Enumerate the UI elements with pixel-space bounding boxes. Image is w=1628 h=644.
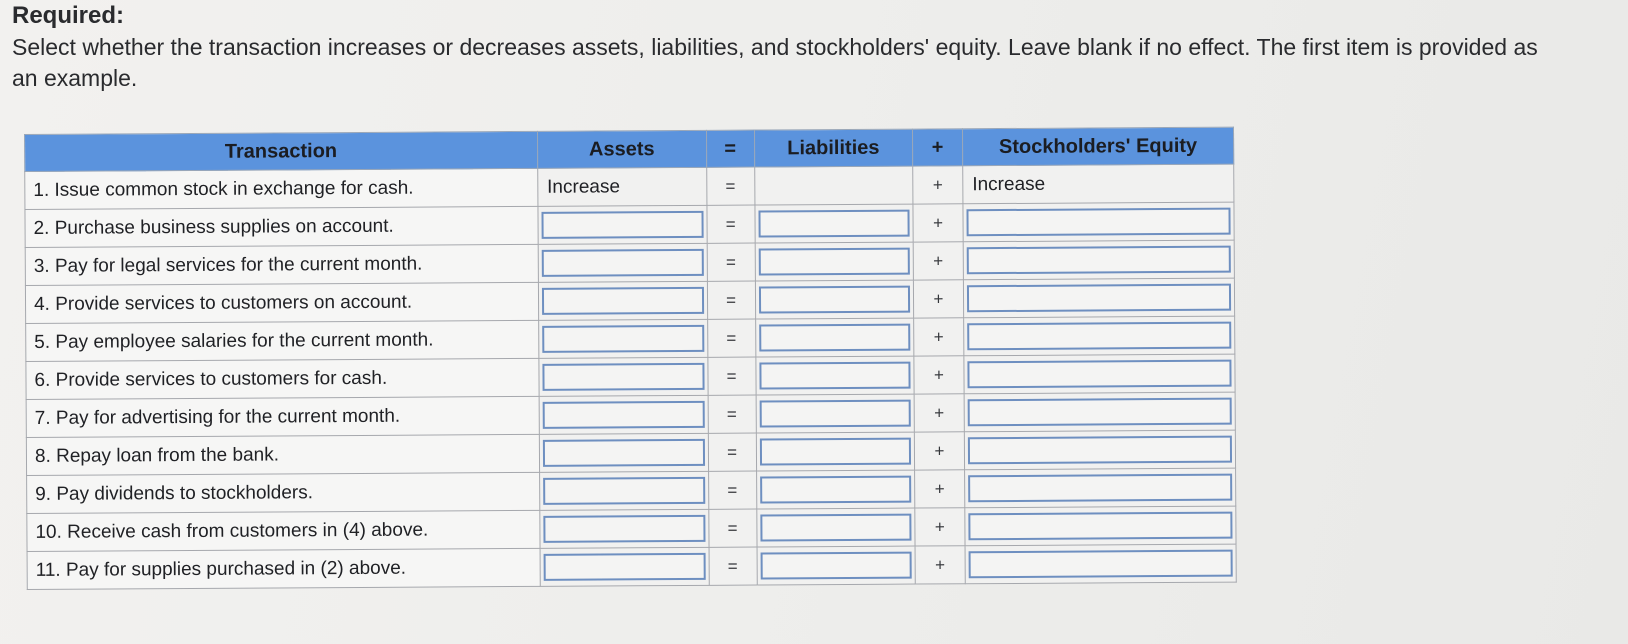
- liabilities-input[interactable]: [758, 286, 910, 314]
- equity-input[interactable]: [967, 284, 1231, 313]
- accounting-equation-table: [24, 127, 1237, 590]
- liabilities-cell: [756, 432, 915, 471]
- liabilities-cell: [754, 204, 913, 243]
- plus-sign: +: [914, 318, 964, 356]
- liabilities-input[interactable]: [759, 324, 911, 352]
- assets-input[interactable]: [543, 439, 705, 467]
- equals-sign: =: [708, 395, 756, 433]
- equity-input[interactable]: [967, 246, 1231, 275]
- assets-input[interactable]: [542, 363, 704, 391]
- assets-cell: [538, 281, 707, 320]
- liabilities-cell: [755, 280, 914, 319]
- transaction-cell: 10. Receive cash from customers in (4) above.: [27, 510, 540, 551]
- liabilities-cell: [756, 508, 915, 547]
- liabilities-input[interactable]: [759, 362, 911, 390]
- assets-cell: [538, 243, 707, 282]
- plus-sign: +: [915, 508, 965, 546]
- plus-sign: +: [915, 546, 965, 584]
- equals-sign: =: [708, 433, 756, 471]
- liabilities-cell: [756, 394, 915, 433]
- plus-sign: +: [913, 166, 963, 204]
- transaction-cell: 5. Pay employee salaries for the current month.: [26, 320, 539, 361]
- header-stockholders-equity: Stockholders' Equity: [962, 127, 1233, 166]
- table-row: [27, 544, 1236, 589]
- transaction-cell: 8. Repay loan from the bank.: [26, 434, 539, 475]
- equals-sign: =: [709, 547, 757, 585]
- equity-cell: [963, 278, 1234, 318]
- header-transaction: Transaction: [25, 131, 538, 171]
- equity-input[interactable]: [968, 436, 1232, 465]
- equals-sign: =: [707, 243, 755, 281]
- assets-cell: [540, 509, 709, 548]
- transaction-cell: 7. Pay for advertising for the current month.: [26, 396, 539, 437]
- assets-input[interactable]: [543, 477, 705, 505]
- plus-sign: +: [913, 242, 963, 280]
- liabilities-cell: [755, 242, 914, 281]
- assets-input[interactable]: [542, 325, 704, 353]
- transaction-cell: 11. Pay for supplies purchased in (2) above.: [27, 548, 540, 589]
- liabilities-input[interactable]: [760, 552, 912, 580]
- assets-cell: [539, 471, 708, 510]
- equity-cell: [965, 544, 1236, 584]
- assets-input[interactable]: [543, 515, 705, 543]
- liabilities-input[interactable]: [760, 514, 912, 542]
- equity-cell: [965, 506, 1236, 546]
- header-plus: +: [912, 129, 962, 166]
- liabilities-input[interactable]: [758, 210, 910, 238]
- plus-sign: +: [915, 470, 965, 508]
- liabilities-input[interactable]: [759, 400, 911, 428]
- equals-sign: =: [708, 471, 756, 509]
- equals-sign: =: [707, 205, 755, 243]
- assets-cell: [538, 167, 707, 206]
- header-assets: Assets: [537, 130, 706, 168]
- assets-cell: [538, 205, 707, 244]
- assets-input[interactable]: [542, 401, 704, 429]
- equals-sign: =: [707, 319, 755, 357]
- equity-input[interactable]: [968, 512, 1232, 541]
- equity-input[interactable]: [967, 360, 1231, 389]
- equity-input[interactable]: [968, 474, 1232, 503]
- assets-example-value: Increase: [547, 175, 621, 198]
- equity-cell: [963, 202, 1234, 242]
- equity-cell: [965, 468, 1236, 508]
- plus-sign: +: [913, 204, 963, 242]
- transaction-cell: 6. Provide services to customers for cash.: [26, 358, 539, 399]
- equity-cell: [964, 354, 1235, 394]
- equity-input[interactable]: [966, 208, 1230, 237]
- transaction-cell: 2. Purchase business supplies on account.: [25, 206, 538, 247]
- equity-cell: [964, 392, 1235, 432]
- equity-cell: [963, 164, 1234, 204]
- liabilities-cell: [755, 356, 914, 395]
- equity-input[interactable]: [969, 550, 1233, 579]
- equity-cell: [964, 430, 1235, 470]
- plus-sign: +: [913, 280, 963, 318]
- transaction-cell: 9. Pay dividends to stockholders.: [27, 472, 540, 513]
- plus-sign: +: [914, 356, 964, 394]
- liabilities-cell: [754, 166, 913, 205]
- transaction-cell: 4. Provide services to customers on account.: [25, 282, 538, 323]
- plus-sign: +: [914, 394, 964, 432]
- assets-input[interactable]: [541, 211, 703, 239]
- header-liabilities: Liabilities: [754, 129, 913, 167]
- assets-cell: [539, 433, 708, 472]
- equals-sign: =: [706, 167, 754, 205]
- assets-cell: [538, 319, 707, 358]
- required-heading: Required:: [12, 2, 125, 29]
- equity-cell: [963, 240, 1234, 280]
- assets-cell: [539, 395, 708, 434]
- liabilities-cell: [757, 546, 916, 585]
- assets-input[interactable]: [542, 287, 704, 315]
- liabilities-example-value: [758, 185, 909, 186]
- liabilities-cell: [756, 470, 915, 509]
- transaction-cell: 3. Pay for legal services for the current month.: [25, 244, 538, 285]
- assets-cell: [539, 357, 708, 396]
- liabilities-cell: [755, 318, 914, 357]
- liabilities-input[interactable]: [758, 248, 910, 276]
- header-equals: =: [706, 130, 754, 167]
- equity-example-value: Increase: [972, 173, 1046, 195]
- equals-sign: =: [707, 357, 755, 395]
- equity-input[interactable]: [968, 398, 1232, 427]
- assets-input[interactable]: [541, 249, 703, 277]
- instructions-text: Select whether the transaction increases or decreases assets, liabilities, and stockholders' equity. Leave blank if no effect. The first item is provided as an example.: [12, 34, 1538, 91]
- assets-input[interactable]: [543, 553, 705, 581]
- assets-cell: [540, 547, 709, 586]
- transaction-cell: 1. Issue common stock in exchange for cash.: [25, 168, 538, 209]
- liabilities-input[interactable]: [759, 438, 911, 466]
- equals-sign: =: [707, 281, 755, 319]
- equals-sign: =: [708, 509, 756, 547]
- plus-sign: +: [914, 432, 964, 470]
- liabilities-input[interactable]: [760, 476, 912, 504]
- equity-cell: [964, 316, 1235, 356]
- equity-input[interactable]: [967, 322, 1231, 351]
